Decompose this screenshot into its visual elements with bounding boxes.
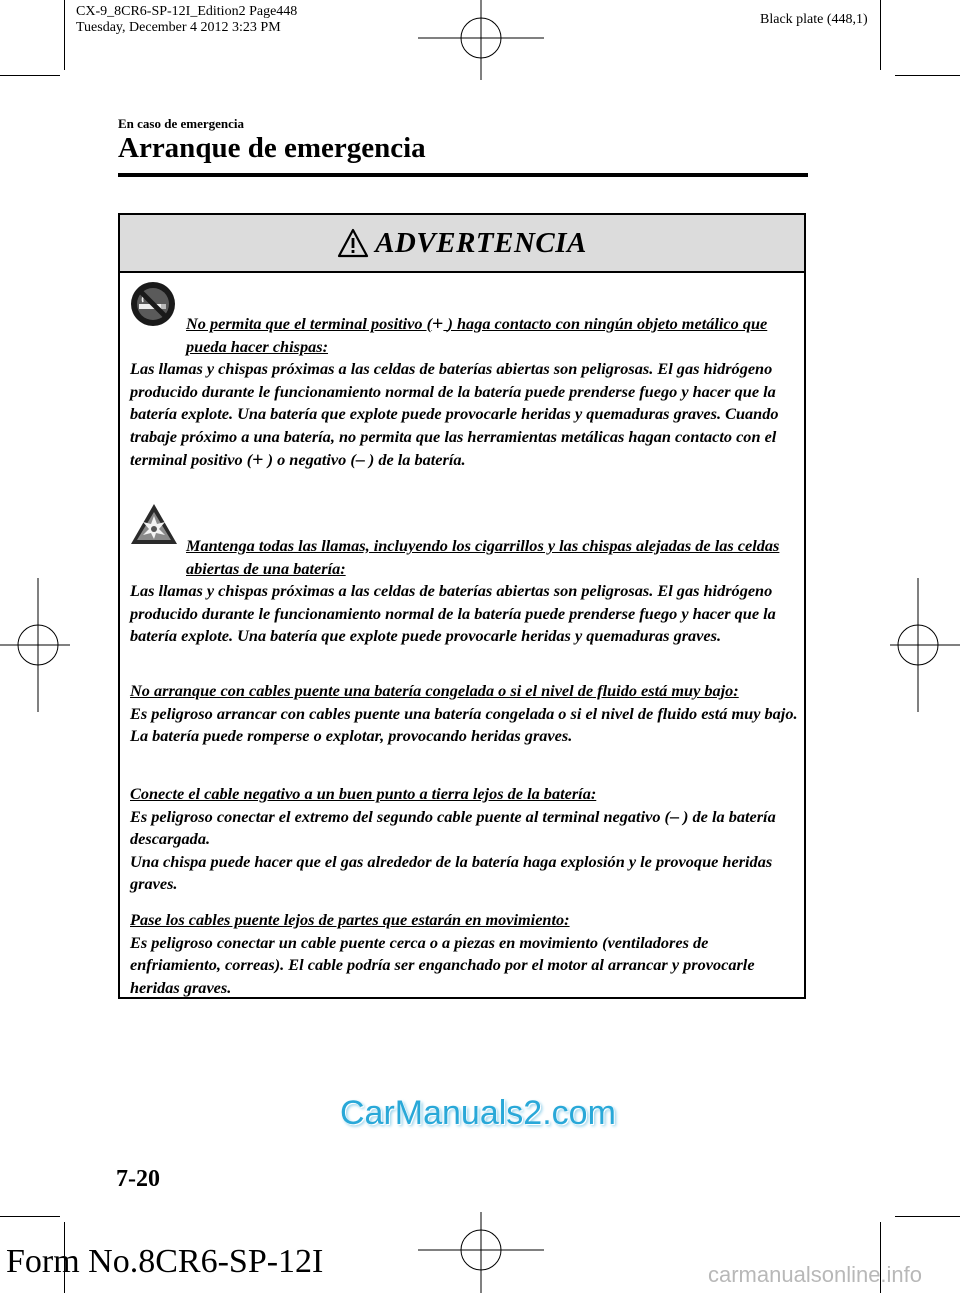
warning-box bbox=[118, 213, 806, 999]
warning-item bbox=[130, 313, 800, 471]
registration-mark-bottom bbox=[418, 1212, 544, 1293]
section-label: En caso de emergencia bbox=[118, 116, 245, 131]
warning-item-heading: No arranque con cables puente una batería congelada o si el nivel de fluido está muy bajo: bbox=[130, 681, 739, 700]
warning-item bbox=[130, 680, 800, 748]
doc-id-line: CX-9_8CR6-SP-12I_Edition2 Page448 bbox=[76, 4, 298, 19]
crop-mark bbox=[64, 0, 65, 70]
warning-triangle-icon bbox=[337, 228, 369, 258]
registration-mark-right bbox=[890, 578, 960, 712]
warning-item bbox=[130, 909, 800, 999]
plus-symbol: + bbox=[252, 448, 264, 471]
warning-item-body: Es peligroso conectar un cable puente cerca o a piezas en movimiento (ventiladores de enfriamiento, correas). El cable podría ser enganchado por el motor al arrancar y provocarle heridas graves. bbox=[130, 932, 755, 997]
crop-mark bbox=[895, 75, 960, 76]
warning-item-heading: Mantenga todas las llamas, incluyendo los cigarrillos y las chispas alejadas de las celdas abiertas de una batería: bbox=[186, 536, 780, 578]
no-smoking-icon bbox=[129, 280, 177, 328]
watermark: CarManuals2.com bbox=[340, 1094, 616, 1132]
minus-symbol: – bbox=[669, 805, 679, 826]
form-number: Form No.8CR6-SP-12I bbox=[6, 1243, 324, 1280]
page-number: 7-20 bbox=[116, 1166, 160, 1192]
title-rule bbox=[118, 173, 808, 177]
registration-mark-left bbox=[0, 578, 70, 712]
warning-item bbox=[130, 535, 800, 648]
warning-item-heading: No permita que el terminal positivo (+ ) haga contacto con ningún objeto metálico que pueda hacer chispas: bbox=[186, 313, 768, 356]
warning-item-body: Es peligroso conectar el extremo del segundo cable puente al terminal negativo (– ) de la batería descargada. bbox=[130, 805, 776, 849]
warning-title: ADVERTENCIA bbox=[375, 226, 587, 259]
warning-item-body: Las llamas y chispas próximas a las celdas de baterías abiertas son peligrosas. El gas hidrógeno producido durante le funcionamiento normal de la batería puede prenderse fuego y hacer que la batería explote. Una batería que explote puede provocarle heridas y quemaduras graves. Cuando trabaje próximo a una batería, no permita que las herramientas metálicas hagan contacto con el terminal positivo (+ ) o negativo (– ) de la batería. bbox=[130, 359, 779, 471]
warning-item-body: Las llamas y chispas próximas a las celdas de baterías abiertas son peligrosas. El gas hidrógeno producido durante le funcionamiento normal de la batería puede prenderse fuego y hacer que la batería explote. Una batería que explote puede provocarle heridas y quemaduras graves. bbox=[130, 581, 776, 646]
plate-label: Black plate (448,1) bbox=[760, 12, 868, 27]
explosion-icon bbox=[129, 502, 179, 546]
plus-symbol: + bbox=[432, 313, 444, 335]
warning-item-body: Es peligroso arrancar con cables puente una batería congelada o si el nivel de fluido está muy bajo. La batería puede romperse o explotar, provocando heridas graves. bbox=[130, 703, 798, 746]
warning-item-body: Una chispa puede hacer que el gas alrededor de la batería haga explosión y le provoque heridas graves. bbox=[130, 851, 773, 894]
warning-item bbox=[130, 783, 800, 896]
minus-symbol: – bbox=[355, 448, 365, 469]
registration-mark-top bbox=[418, 0, 544, 80]
doc-date-line: Tuesday, December 4 2012 3:23 PM bbox=[76, 20, 281, 35]
crop-mark bbox=[895, 1216, 960, 1217]
page-title: Arranque de emergencia bbox=[118, 132, 426, 164]
warning-item-heading: Conecte el cable negativo a un buen punto a tierra lejos de la batería: bbox=[130, 784, 597, 803]
footer-watermark: carmanualsonline.info bbox=[708, 1262, 923, 1287]
warning-item-heading: Pase los cables puente lejos de partes que estarán en movimiento: bbox=[130, 910, 570, 929]
crop-mark bbox=[0, 1216, 60, 1217]
crop-mark bbox=[0, 75, 60, 76]
crop-mark bbox=[880, 0, 881, 70]
warning-header bbox=[120, 215, 804, 273]
